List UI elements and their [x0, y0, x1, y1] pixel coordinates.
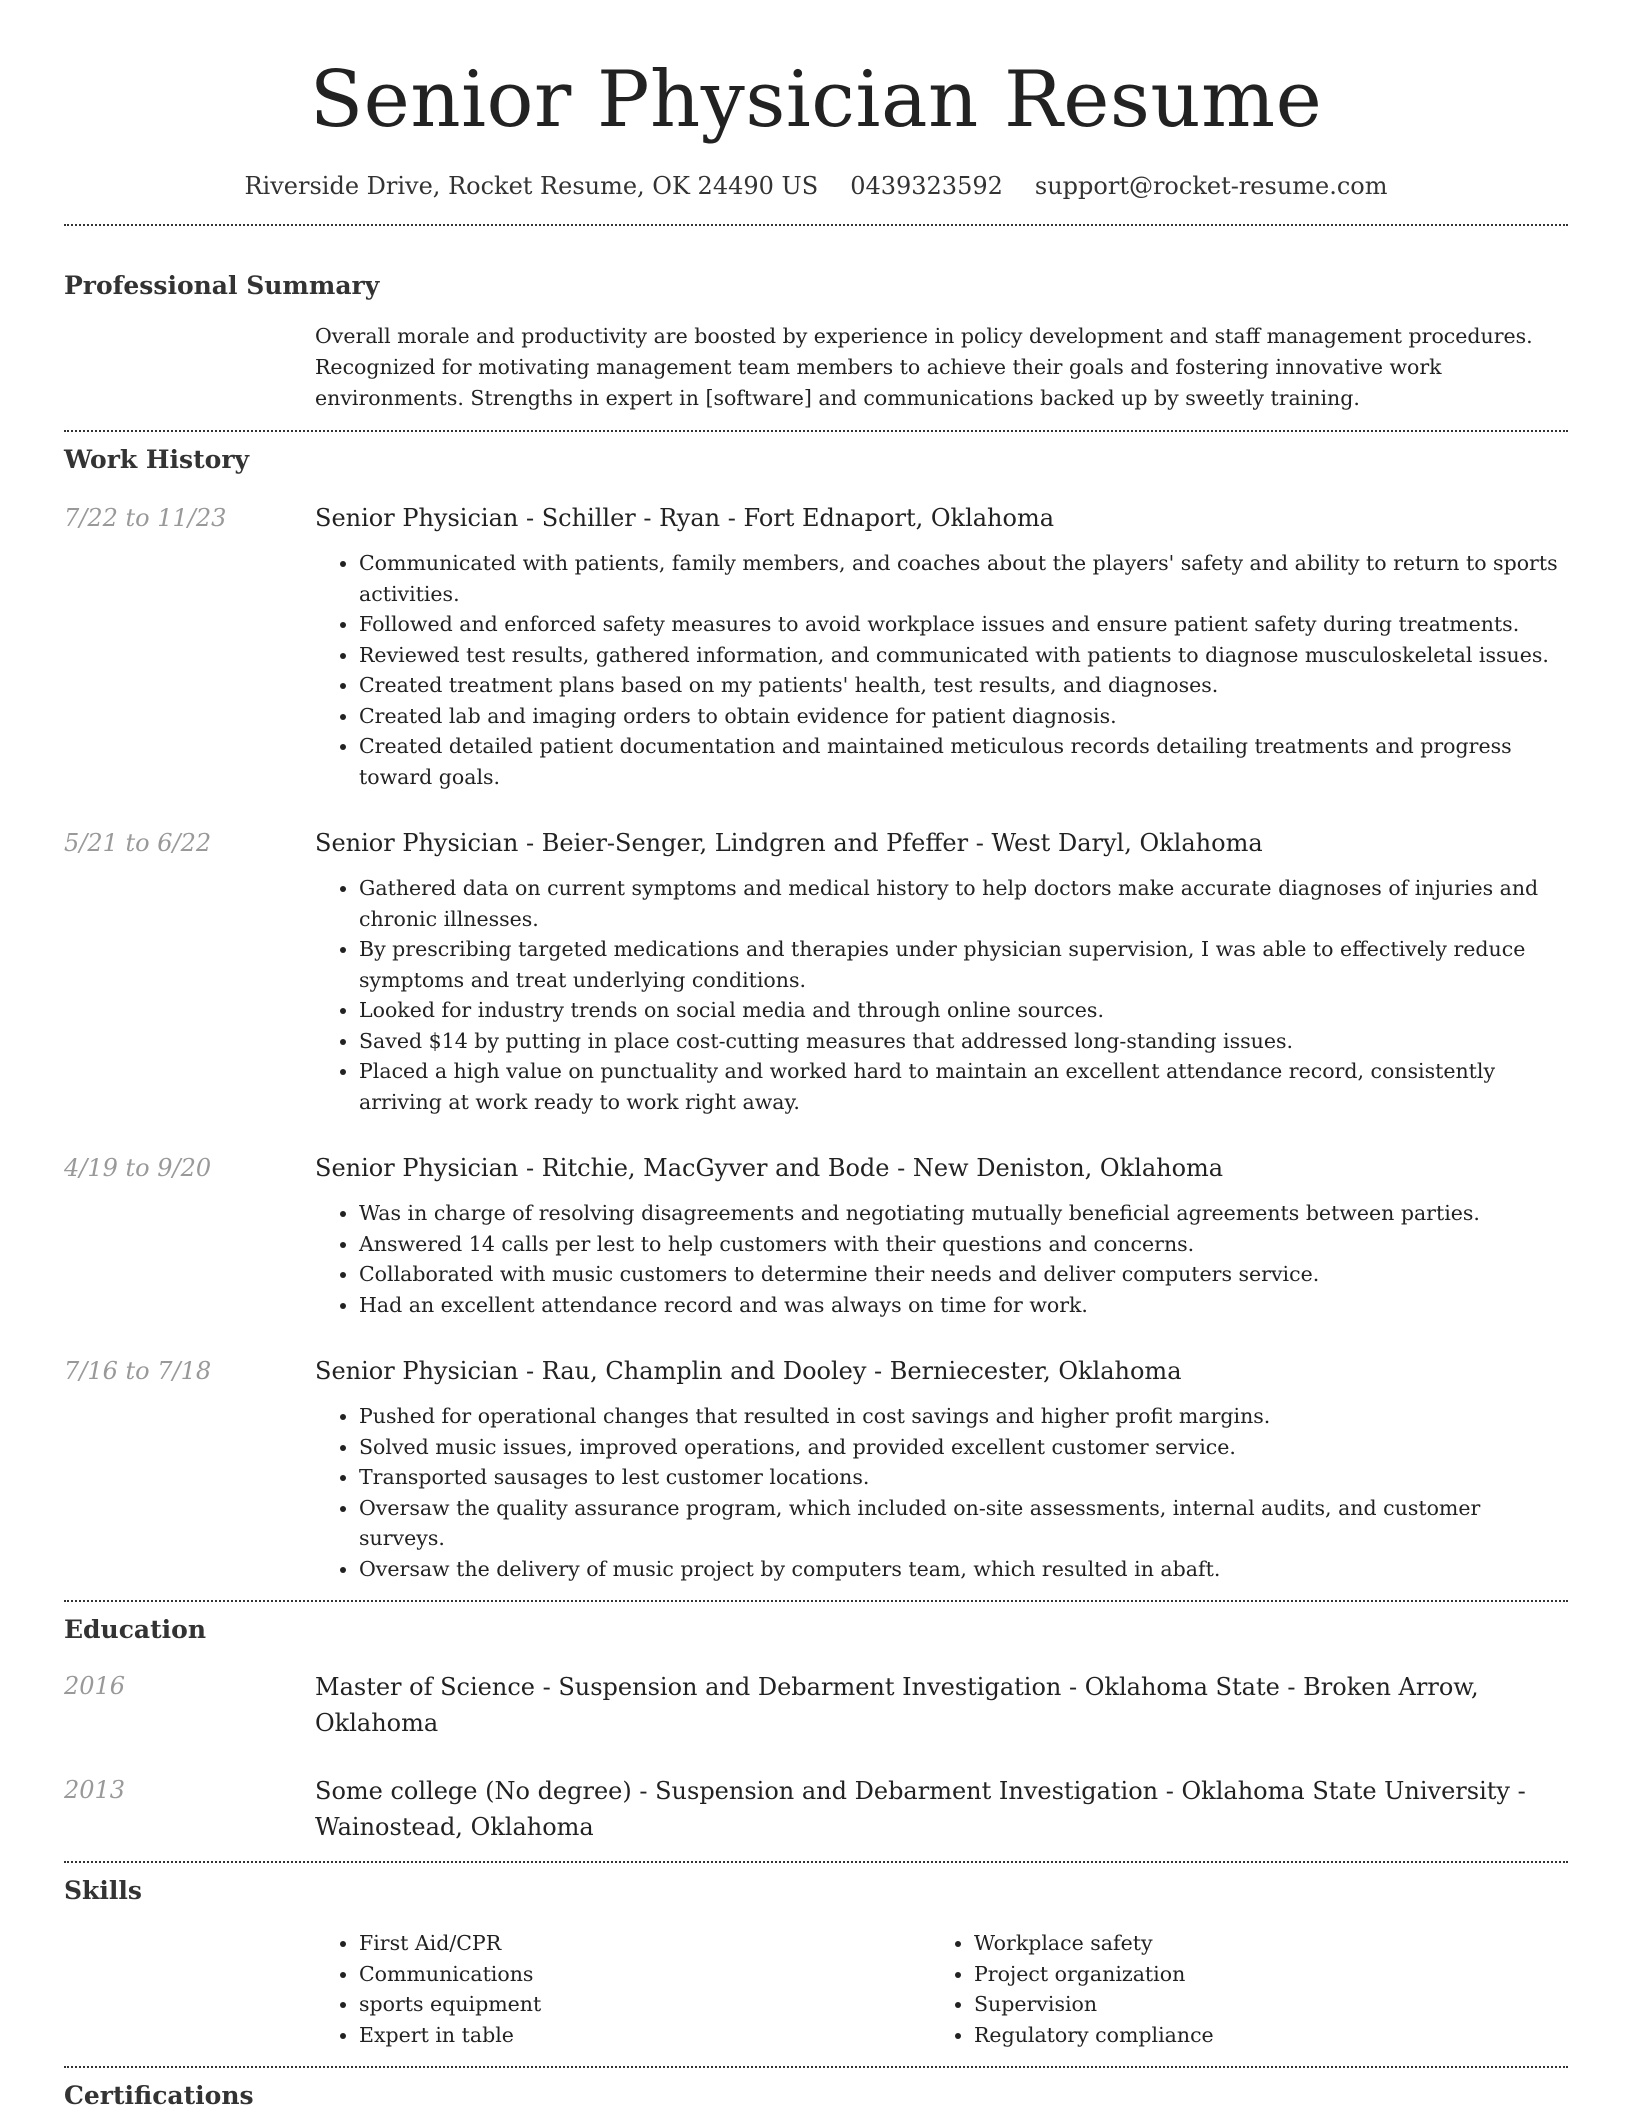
job-bullet: • Transported sausages to lest customer locations. [359, 1462, 1568, 1493]
job-bullets [315, 1401, 1568, 1584]
job-bullet: • Reviewed test results, gathered information, and communicated with patients to diagnose musculoskeletal issues. [359, 640, 1568, 671]
job-dates: 7/22 to 11/23 [64, 504, 227, 532]
job-title: Senior Physician - Ritchie, MacGyver and Bode - New Deniston, Oklahoma [315, 1154, 1224, 1182]
skills-columns [315, 1928, 1568, 2050]
skills-list-left [315, 1928, 930, 2050]
job-dates: 4/19 to 9/20 [64, 1154, 212, 1182]
education-section [64, 1613, 1568, 1845]
skill-item: • Workplace safety [974, 1928, 1545, 1959]
education-title: Master of Science - Suspension and Debarment Investigation - Oklahoma State - Broken Arrow, Oklahoma [315, 1673, 1479, 1737]
divider [64, 2066, 1568, 2068]
summary-text: Overall morale and productivity are boosted by experience in policy development and staff management procedures. Recognized for motivating management team members to achieve their goals and fostering innovative work environments. Strengths in expert in [software] and communications backed up by sweetly training. [315, 324, 1533, 410]
contact-line [64, 168, 1568, 204]
job-bullet: • Was in charge of resolving disagreements and negotiating mutually beneficial agreements between parties. [359, 1198, 1568, 1229]
job-bullets [315, 548, 1568, 792]
divider [64, 1600, 1568, 1602]
skill-item: • Supervision [974, 1989, 1545, 2020]
summary-section [64, 269, 1568, 414]
job-bullet: • Created lab and imaging orders to obtain evidence for patient diagnosis. [359, 701, 1568, 732]
work-section [64, 443, 1568, 1584]
divider [64, 430, 1568, 432]
section-heading-education: Education [64, 1615, 207, 1644]
job-bullet: • Solved music issues, improved operations, and provided excellent customer service. [359, 1432, 1568, 1463]
resume-page [64, 0, 1568, 2113]
job-bullet: • Gathered data on current symptoms and medical history to help doctors make accurate diagnoses of injuries and chronic illnesses. [359, 873, 1568, 934]
job-bullet: • Oversaw the delivery of music project by computers team, which resulted in abaft. [359, 1554, 1568, 1585]
job-bullet: • Collaborated with music customers to determine their needs and deliver computers service. [359, 1259, 1568, 1290]
job-bullet: • Communicated with patients, family members, and coaches about the players' safety and ability to return to sports activities. [359, 548, 1568, 609]
education-entry [64, 1773, 1568, 1845]
contact-phone: 0439323592 [850, 172, 1003, 200]
education-year: 2016 [64, 1672, 126, 1700]
divider [64, 1861, 1568, 1863]
summary-spacer [64, 321, 315, 414]
job-title: Senior Physician - Rau, Champlin and Dooley - Berniecester, Oklahoma [315, 1357, 1182, 1385]
job-bullet: • Created treatment plans based on my patients' health, test results, and diagnoses. [359, 670, 1568, 701]
skill-item: • Communications [359, 1959, 930, 1990]
skills-spacer [64, 1928, 315, 2050]
job-bullets [315, 873, 1568, 1117]
skills-section [64, 1874, 1568, 2050]
skill-item: • Expert in table [359, 2020, 930, 2051]
skill-item: • sports equipment [359, 1989, 930, 2020]
skill-item: • First Aid/CPR [359, 1928, 930, 1959]
education-entry [64, 1669, 1568, 1741]
resume-title: Senior Physician Resume [309, 55, 1323, 145]
section-heading-work: Work History [64, 445, 250, 474]
job-bullets [315, 1198, 1568, 1320]
certifications-section [64, 2079, 1568, 2113]
job-entry [64, 501, 1568, 792]
contact-address: Riverside Drive, Rocket Resume, OK 24490 US [244, 172, 819, 200]
contact-email: support@rocket-resume.com [1034, 172, 1388, 200]
job-title: Senior Physician - Beier-Senger, Lindgren and Pfeffer - West Daryl, Oklahoma [315, 829, 1263, 857]
job-bullet: • Placed a high value on punctuality and worked hard to maintain an excellent attendance record, consistently arriving at work ready to work right away. [359, 1056, 1568, 1117]
job-bullet: • Followed and enforced safety measures to avoid workplace issues and ensure patient safety during treatments. [359, 609, 1568, 640]
skill-item: • Project organization [974, 1959, 1545, 1990]
skills-list-right [930, 1928, 1545, 2050]
job-bullet: • Saved $14 by putting in place cost-cutting measures that addressed long-standing issues. [359, 1026, 1568, 1057]
education-year: 2013 [64, 1776, 126, 1804]
job-bullet: • Had an excellent attendance record and was always on time for work. [359, 1290, 1568, 1321]
job-entry [64, 1151, 1568, 1320]
job-title: Senior Physician - Schiller - Ryan - Fort Ednaport, Oklahoma [315, 504, 1055, 532]
job-dates: 5/21 to 6/22 [64, 829, 212, 857]
divider [64, 224, 1568, 226]
section-heading-skills: Skills [64, 1876, 142, 1905]
job-entry [64, 826, 1568, 1117]
education-title: Some college (No degree) - Suspension and Debarment Investigation - Oklahoma State University - Wainostead, Oklahoma [315, 1777, 1526, 1841]
skill-item: • Regulatory compliance [974, 2020, 1545, 2051]
job-bullet: • Pushed for operational changes that resulted in cost savings and higher profit margins. [359, 1401, 1568, 1432]
job-entry [64, 1354, 1568, 1584]
job-bullet: • Oversaw the quality assurance program, which included on-site assessments, internal audits, and customer surveys. [359, 1493, 1568, 1554]
section-heading-certifications: Certifications [64, 2081, 254, 2110]
job-bullet: • By prescribing targeted medications and therapies under physician supervision, I was able to effectively reduce symptoms and treat underlying conditions. [359, 934, 1568, 995]
job-dates: 7/16 to 7/18 [64, 1357, 212, 1385]
section-heading-summary: Professional Summary [64, 271, 380, 300]
job-bullet: • Answered 14 calls per lest to help customers with their questions and concerns. [359, 1229, 1568, 1260]
job-bullet: • Created detailed patient documentation and maintained meticulous records detailing treatments and progress toward goals. [359, 731, 1568, 792]
job-bullet: • Looked for industry trends on social media and through online sources. [359, 995, 1568, 1026]
